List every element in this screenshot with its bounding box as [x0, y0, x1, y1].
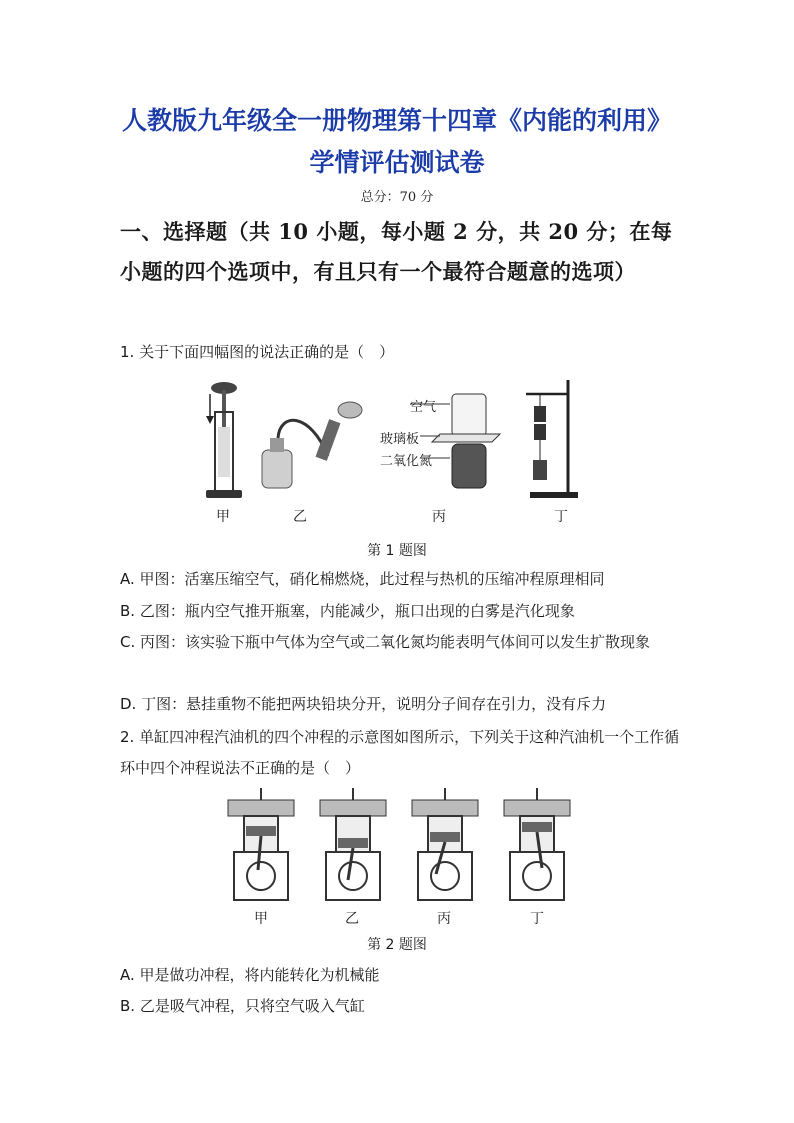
compression-tube-illustration [206, 382, 242, 498]
question-1-stem: 1. 关于下面四幅图的说法正确的是（ ） [120, 343, 395, 361]
figure-1-label-a: 甲 [216, 509, 230, 525]
question-2-caption: 第 2 题图 [367, 937, 427, 953]
engine-stroke-c-illustration [412, 788, 478, 900]
figure-2-label-a: 甲 [254, 911, 268, 927]
engine-stroke-d-illustration [504, 788, 570, 900]
question-1-option-c: C. 丙图：该实验下瓶中气体为空气或二氧化氮均能表明气体间可以发生扩散现象 [120, 633, 651, 651]
question-1-option-a: A. 甲图：活塞压缩空气，硝化棉燃烧，此过程与热机的压缩冲程原理相同 [120, 570, 605, 588]
figure-2-label-d: 丁 [530, 911, 544, 927]
engine-stroke-b-illustration [320, 788, 386, 900]
question-1-option-b: B. 乙图：瓶内空气推开瓶塞，内能减少，瓶口出现的白雾是汽化现象 [120, 602, 575, 620]
figure-2-label-b: 乙 [345, 911, 359, 927]
lead-blocks-stand-illustration [526, 380, 578, 498]
bottle-pump-illustration [262, 402, 362, 488]
figure-1-label-c: 丙 [432, 509, 446, 525]
question-2-option-b: B. 乙是吸气冲程，只将空气吸入气缸 [120, 997, 365, 1015]
question-2-figure [222, 788, 572, 906]
figure-1-label-d: 丁 [554, 509, 568, 525]
figure-2-label-c: 丙 [437, 911, 451, 927]
figure-1-label-b: 乙 [293, 509, 307, 525]
question-2-option-a: A. 甲是做功冲程，将内能转化为机械能 [120, 966, 380, 984]
label-nitrogen-dioxide: 二氧化氮 [380, 454, 433, 469]
question-2-stem: 2. 单缸四冲程汽油机的四个冲程的示意图如图所示，下列关于这种汽油机一个工作循环中四个冲程说法不正确的是（ ） [120, 728, 680, 777]
total-score: 总分：70 分 [360, 190, 434, 205]
question-1-caption: 第 1 题图 [367, 543, 427, 559]
engine-stroke-a-illustration [228, 788, 294, 900]
label-air: 空气 [410, 400, 437, 415]
question-1-option-d: D. 丁图：悬挂重物不能把两块铅块分开，说明分子间存在引力，没有斥力 [120, 695, 607, 713]
section-heading: 一、选择题（共 10 小题，每小题 2 分，共 20 分；在每小题的四个选项中，有且只有一个最符合题意的选项） [120, 219, 673, 284]
page-title: 人教版九年级全一册物理第十四章《内能的利用》学情评估测试卷 [121, 106, 672, 177]
label-glass-plate: 玻璃板 [380, 432, 420, 447]
